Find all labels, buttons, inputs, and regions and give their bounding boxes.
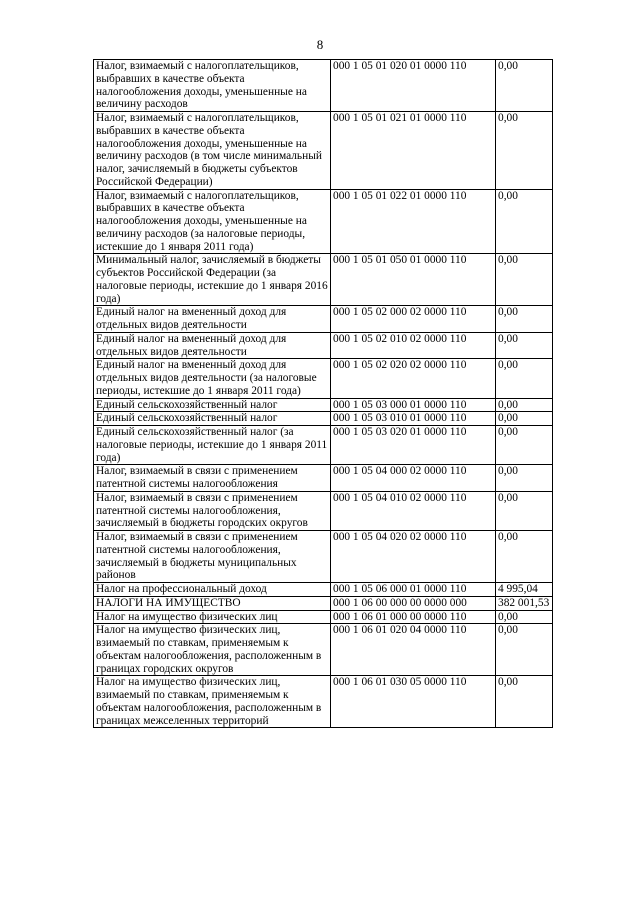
amount: 0,00	[496, 531, 553, 583]
amount: 0,00	[496, 491, 553, 530]
amount: 4 995,04	[496, 583, 553, 597]
amount: 0,00	[496, 465, 553, 492]
table-row	[94, 306, 553, 333]
classification-code: 000 1 05 04 020 02 0000 110	[331, 531, 496, 583]
table-row	[94, 359, 553, 398]
table-row	[94, 412, 553, 426]
table-row	[94, 465, 553, 492]
revenue-name: Единый налог на вмененный доход для отдельных видов деятельности	[94, 332, 331, 359]
table-row	[94, 531, 553, 583]
table-row	[94, 254, 553, 306]
amount: 0,00	[496, 254, 553, 306]
table-row	[94, 676, 553, 728]
amount: 0,00	[496, 60, 553, 112]
revenue-name: Единый налог на вмененный доход для отдельных видов деятельности (за налоговые периоды, истекшие до 1 января 2011 года)	[94, 359, 331, 398]
amount: 0,00	[496, 676, 553, 728]
table-row	[94, 583, 553, 597]
classification-code: 000 1 05 04 000 02 0000 110	[331, 465, 496, 492]
revenue-name: Налог на имущество физических лиц	[94, 610, 331, 624]
classification-code: 000 1 06 01 020 04 0000 110	[331, 624, 496, 676]
revenue-name: Налог, взимаемый с налогоплательщиков, выбравших в качестве объекта налогообложения доходы, уменьшенные на величину расходов	[94, 60, 331, 112]
revenue-name: Единый сельскохозяйственный налог	[94, 398, 331, 412]
table-row	[94, 398, 553, 412]
amount: 0,00	[496, 112, 553, 190]
revenue-name: Единый сельскохозяйственный налог (за налоговые периоды, истекшие до 1 января 2011 года)	[94, 426, 331, 465]
revenue-name: Налог на имущество физических лиц, взимаемый по ставкам, применяемым к объектам налогообложения, расположенным в границах городских округов	[94, 624, 331, 676]
revenue-name: Единый налог на вмененный доход для отдельных видов деятельности	[94, 306, 331, 333]
table-row	[94, 189, 553, 254]
classification-code: 000 1 05 02 020 02 0000 110	[331, 359, 496, 398]
revenue-name: Налог на имущество физических лиц, взимаемый по ставкам, применяемым к объектам налогообложения, расположенным в границах межселенных территорий	[94, 676, 331, 728]
table-row	[94, 624, 553, 676]
amount: 0,00	[496, 398, 553, 412]
revenue-table	[93, 59, 553, 728]
classification-code: 000 1 05 03 000 01 0000 110	[331, 398, 496, 412]
table-row	[94, 596, 553, 610]
classification-code: 000 1 05 06 000 01 0000 110	[331, 583, 496, 597]
table-row	[94, 332, 553, 359]
classification-code: 000 1 05 03 020 01 0000 110	[331, 426, 496, 465]
table-row	[94, 112, 553, 190]
classification-code: 000 1 05 02 000 02 0000 110	[331, 306, 496, 333]
classification-code: 000 1 06 01 000 00 0000 110	[331, 610, 496, 624]
amount: 0,00	[496, 332, 553, 359]
amount: 0,00	[496, 624, 553, 676]
classification-code: 000 1 05 02 010 02 0000 110	[331, 332, 496, 359]
classification-code: 000 1 05 04 010 02 0000 110	[331, 491, 496, 530]
revenue-name: Налог, взимаемый в связи с применением патентной системы налогообложения, зачисляемый в бюджеты муниципальных районов	[94, 531, 331, 583]
revenue-name: Налог, взимаемый в связи с применением патентной системы налогообложения, зачисляемый в бюджеты городских округов	[94, 491, 331, 530]
classification-code: 000 1 06 01 030 05 0000 110	[331, 676, 496, 728]
table-row	[94, 426, 553, 465]
revenue-name: НАЛОГИ НА ИМУЩЕСТВО	[94, 596, 331, 610]
classification-code: 000 1 05 01 020 01 0000 110	[331, 60, 496, 112]
revenue-name: Налог, взимаемый с налогоплательщиков, выбравших в качестве объекта налогообложения доходы, уменьшенные на величину расходов (в том числе минимальный налог, зачисляемый в бюджеты субъектов Российской Федерации)	[94, 112, 331, 190]
table-row	[94, 610, 553, 624]
amount: 0,00	[496, 426, 553, 465]
amount: 0,00	[496, 359, 553, 398]
amount: 0,00	[496, 610, 553, 624]
amount: 0,00	[496, 189, 553, 254]
revenue-name: Налог, взимаемый с налогоплательщиков, выбравших в качестве объекта налогообложения доходы, уменьшенные на величину расходов (за налоговые периоды, истекшие до 1 января 2011 года)	[94, 189, 331, 254]
classification-code: 000 1 05 03 010 01 0000 110	[331, 412, 496, 426]
table-row	[94, 60, 553, 112]
page-number: 8	[316, 37, 324, 52]
revenue-name: Налог, взимаемый в связи с применением патентной системы налогообложения	[94, 465, 331, 492]
classification-code: 000 1 05 01 022 01 0000 110	[331, 189, 496, 254]
classification-code: 000 1 06 00 000 00 0000 000	[331, 596, 496, 610]
classification-code: 000 1 05 01 050 01 0000 110	[331, 254, 496, 306]
revenue-name: Налог на профессиональный доход	[94, 583, 331, 597]
amount: 0,00	[496, 306, 553, 333]
amount: 382 001,53	[496, 596, 553, 610]
revenue-name: Единый сельскохозяйственный налог	[94, 412, 331, 426]
table-row	[94, 491, 553, 530]
amount: 0,00	[496, 412, 553, 426]
classification-code: 000 1 05 01 021 01 0000 110	[331, 112, 496, 190]
revenue-name: Минимальный налог, зачисляемый в бюджеты субъектов Российской Федерации (за налоговые периоды, истекшие до 1 января 2016 года)	[94, 254, 331, 306]
